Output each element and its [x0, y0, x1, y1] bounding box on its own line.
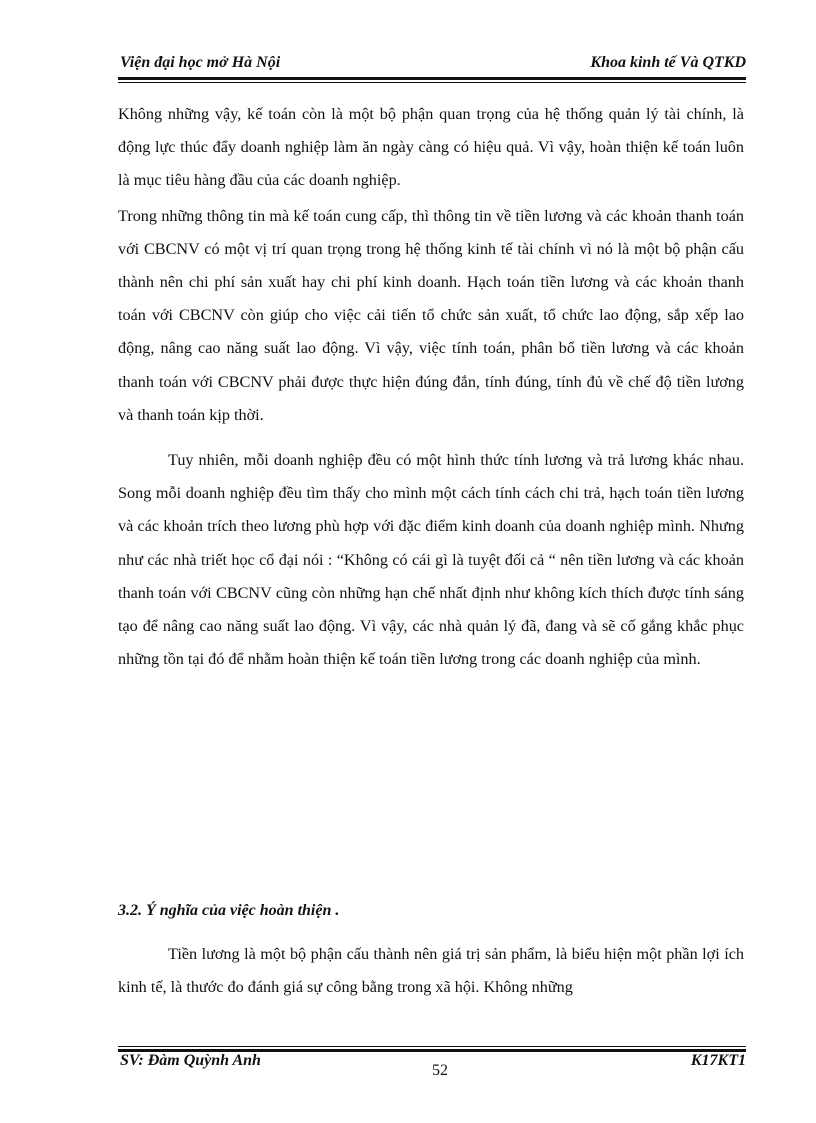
paragraph-3: Tuy nhiên, mỗi doanh nghiệp đều có một hình thức tính lương và trả lương khác nhau. Song mỗi doanh nghiệp đều tìm thấy cho mình một cách tính cách chi trả, hạch toán tiền lương và các khoản trích theo lương phù hợp với đặc điểm kinh doanh của doanh nghiệp mình. Nhưng như các nhà triết học cổ đại nói : “Không có cái gì là tuyệt đối cả “ nên tiền lương và các khoản thanh toán với CBCNV cũng còn những hạn chế nhất định như không kích thích được tính sáng tạo để nâng cao năng suất lao động. Vì vậy, các nhà quản lý đã, đang và sẽ cố gắng khắc phục những tồn tại đó để nhằm hoàn thiện kế toán tiền lương trong các doanh nghiệp của mình.: [118, 451, 744, 669]
footer-class-code: K17KT1: [690, 1052, 746, 1069]
section-paragraph-1: Tiền lương là một bộ phận cấu thành nên giá trị sản phẩm, là biểu hiện một phần lợi ích kinh tế, là thước đo đánh giá sự công bằng trong xã hội. Không những: [118, 945, 744, 997]
header-faculty: Khoa kinh tế Và QTKD: [590, 54, 746, 71]
footer-student-name: SV: Đàm Quỳnh Anh: [120, 1052, 261, 1069]
header-rule: [118, 77, 746, 83]
section-body: [118, 938, 744, 1004]
body-text: [118, 98, 744, 676]
section-heading: 3.2. Ý nghĩa của việc hoàn thiện .: [118, 902, 340, 919]
page-header: [118, 50, 746, 76]
paragraph-2: Trong những thông tin mà kế toán cung cấp, thì thông tin về tiền lương và các khoản thanh toán với CBCNV có một vị trí quan trọng trong hệ thống kinh tế tài chính vì nó là một bộ phận cấu thành nên chi phí sản xuất hay chi phí kinh doanh. Hạch toán tiền lương và các khoản thanh toán với CBCNV còn giúp cho việc cải tiến tổ chức sản xuất, tổ chức lao động, sắp xếp lao động, nâng cao năng suất lao động. Vì vậy, việc tính toán, phân bổ tiền lương và các khoản thanh toán với CBCNV phải được thực hiện đúng đắn, tính đúng, tính đủ về chế độ tiền lương và thanh toán kịp thời.: [118, 206, 744, 424]
paragraph-1: Không những vậy, kế toán còn là một bộ phận quan trọng của hệ thống quản lý tài chính, là động lực thúc đẩy doanh nghiệp làm ăn ngày càng có hiệu quả. Vì vậy, hoàn thiện kế toán luôn là mục tiêu hàng đầu của các doanh nghiệp.: [118, 105, 744, 190]
page-number: 52: [432, 1062, 448, 1079]
page-footer: [118, 1052, 746, 1082]
header-institution: Viện đại học mở Hà Nội: [120, 54, 281, 71]
